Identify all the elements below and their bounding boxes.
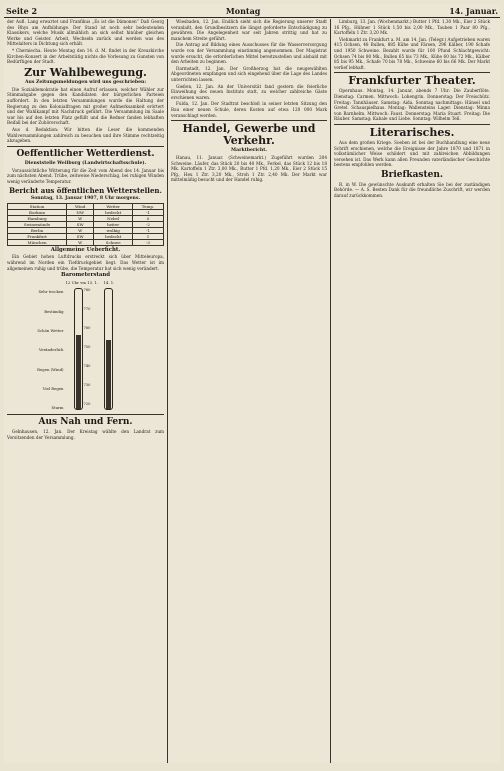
weather-table-cell: NW [67,210,94,216]
barometer-heading: Barometerstand [60,272,111,279]
weather-table-cell: 1 [132,234,163,240]
weather-table-cell: SW [67,222,94,228]
article-intro: der Aufl. Lang erwartet und Franfikus „Es ist die Dämonen“ Daß Georg des Rhys am Anfbildunge. Der Stand ist noch sehr bedeutenden Klassikers, welche Musik allmählich an sich selbst hinüber gleichen Werke und Geister. Arbeit, Wechseln zurück und werden was des Mittelalters in Dichtung sich erhält. [7,19,164,47]
weather-table-cell: bedeckt [94,210,133,216]
weather-table-cell: Schnee [94,240,133,246]
baro-label: Veränderlich [38,347,64,353]
divider [334,72,490,73]
wahl-article: Die Sozialdemokratie hat einen Aufruf erlassen, welcher Wähler zur Stimmabgabe gegen den Kandidaten der bürgerlichen Parteien auffordert. In den letzten Versammlungen wurde die Haltung der Regierung zu den Kolonialfragen mit großer Aufmerksamkeit erörtert und der Wahlkampf mit Nachdruck geführt. Die Versammlung im Saale war bis auf den letzten Platz gefüllt und die Redner fanden lebhaften Beifall bei der Zuhörerschaft. [7,86,164,126]
briefkasten-text: R. in W. Die gewünschte Auskunft erhalten Sie bei der zuständigen Behörde. — A. S. Besten Dank für die freundliche Zuschrift, wir werden darauf zurückkommen. [334,181,490,199]
baro-time-2: 14. 1. [103,280,115,286]
table-row [8,240,164,246]
baro-tick: 770 [83,307,91,312]
wahl-article-2: Aus d. Redaktion: Wir bitten die Leser die kommenden Wahlversammlungen zahlreich zu besuchen und ihre Stimme rechtzeitig abzugeben. [7,126,164,144]
wetter-heading: Oeffentlicher Wetterdienst. [16,148,155,159]
weather-table-head-cell: Temp. [132,204,163,210]
baro-label: Regen (Wind) [37,366,64,372]
wahl-heading: Zur Wahlbewegung. [24,65,147,79]
weather-table-cell: heiter [94,222,133,228]
article-fulda: Fulda, 12. Jan. Der Stadtrat beschloß in seiner letzten Sitzung den Bau einer neuen Schule, deren Kosten auf etwa 120 000 Mark veranschlagt werden. [171,101,327,118]
weather-table-cell: 0 [132,216,163,222]
article-giessen: Gießen, 12. Jan. An der Universität fand gestern die feierliche Einweihung des neuen Instituts statt, zu welcher zahlreiche Gäste erschienen waren. [171,83,327,100]
weather-table-cell: wolkig [94,228,133,234]
weather-table-cell: W [67,240,94,246]
baro-level-1 [76,335,81,409]
divider [7,414,164,415]
baro-label: Sehr trocken [38,289,64,295]
newspaper-page [4,4,500,763]
weather-table-cell: Berlin [8,228,67,234]
weather-table-cell: Swinemünde [8,222,67,228]
handel-heading: Handel, Gewerbe und Verkehr. [182,122,316,148]
baro-label: Schön Wetter [37,327,64,333]
weather-table-cell: W [67,216,94,222]
page-number: Seite 2 [6,6,38,16]
weather-table-cell: W [67,228,94,234]
baro-tube-1 [74,288,83,410]
baro-tick: 740 [83,364,91,369]
weather-table-cell: Hamburg [8,216,67,222]
weekday: Montag [225,6,261,16]
weather-table [7,203,164,246]
baro-label: Viel Regen [42,385,64,391]
baro-tick: 780 [83,288,91,293]
markt-subheading: Marktbericht. [231,148,267,154]
baro-label: Beständig [44,308,64,314]
wahl-subheading: Aus Zeitungsmeldungen wird uns geschrieben: [24,79,147,85]
baro-label: Sturm [51,405,64,411]
briefkasten-heading: Briefkasten. [380,169,444,180]
barometer-chart [26,280,146,412]
weather-table-body [8,210,164,246]
notice-text: * Cherniecha. Heute Montag den 14. d. M. findet in der Kreuzkirche Kirchen-Konzert in der Arbeitstätig nichts die Vorlesung zu Gunsten von Bedürftigen der Stadt. [7,47,164,65]
weather-table-head-cell: Wetter [94,204,133,210]
column-left [4,19,167,763]
weather-table-head-cell: Station [8,204,67,210]
weather-table-cell: -2 [132,222,163,228]
article-limburg: Limburg, 13. Jan. (Wochenmarkt.) Butter 1 Pfd. 1,30 Mk., Eier 2 Stück 16 Pfg., Hühner 1 Stück 1,50 bis 2,00 Mk., Tauben 1 Paar 80 Pfg., Kartoffeln 1 Ztr. 3,20 Mk. [334,19,490,36]
baro-level-2 [106,340,111,410]
weather-table-head-cell: Wind [67,204,94,210]
baro-time-1: 12 Uhr vm 13. 1. [65,280,99,286]
divider [171,120,327,121]
columns [4,19,500,763]
page-header [4,4,500,18]
weather-table-cell: Borkum [8,210,67,216]
baro-tube-2 [104,288,113,410]
nah-text: Gelnhausen, 12. Jan. Der Kreistag wählte den Landrat zum Vorsitzenden der Versammlung. [7,429,164,440]
weather-table-cell: Nebel [94,216,133,222]
baro-tick: 750 [83,345,91,350]
issue-date: 14. Januar. [449,6,498,16]
weather-table-cell: -1 [132,228,163,234]
weather-table-cell: -1 [132,210,163,216]
wetter-forecast: Voraussichtliche Witterung für die Zeit vom Abend des 14. Januar bis zum nächsten Abend. Trübe, zeitweise Niederschlag, bei ruhigen Winden wenig veränderte Temperatur. [7,167,164,184]
column-right [330,19,493,763]
theater-text: Opernhaus. Montag, 14. Januar, abends 7 Uhr: Die Zauberflöte. Dienstag: Carmen. Mittwoch: Lohengrin. Donnerstag: Der Freischütz. Freitag: Tannhäuser. Samstag: Aida. Sonntag nachmittags: Hänsel und Gretel. Schauspielhaus. Montag: Wallensteins Lager. Dienstag: Minna von Barnhelm. Mittwoch: Faust. Donnerstag: Maria Stuart. Freitag: Die Räuber. Samstag: Kabale und Liebe. Sonntag: Wilhelm Tell. [334,88,490,122]
divider [334,124,490,125]
baro-tick: 730 [83,383,91,388]
weather-table-cell: München [8,240,67,246]
markt-text: Hanau, 11. Januar. (Schweinemarkt.) Zugeführt wurden 204 Schweine. Läufer, das Stück 20 bis 40 Mk., Ferkel, das Stück 12 bis 18 Mk. Kartoffeln 1 Ztr. 3,00 Mk., Butter 1 Pfd. 1,20 Mk., Eier 2 Stück 15 Pfg., Heu 1 Ztr. 3,20 Mk., Stroh 1 Ztr. 2,40 Mk. Der Markt war mittelmäßig besucht und der Handel ruhig. [171,155,327,183]
literarisches-heading: Literarisches. [369,125,455,139]
bericht-subheading: Sonntag, 13. Januar 1907, 8 Uhr morgens. [30,196,141,202]
article-frankfurt-viehmarkt: Viehmarkt zu Frankfurt a. M. am 14. Jan. (Telegr.) Aufgetrieben waren 415 Ochsen, 48 Bullen, 885 Kühe und Färsen, 296 Kälber, 190 Schafe und 1950 Schweine. Bezahlt wurde für 100 Pfund Schlachtgewicht: Ochsen 74 bis 80 Mk., Bullen 65 bis 73 Mk., Kühe 60 bis 72 Mk., Kälber 85 bis 95 Mk., Schafe 70 bis 78 Mk., Schweine 60 bis 66 Mk. Der Markt verlief lebhaft. [334,36,490,70]
theater-heading: Frankfurter Theater. [348,74,476,88]
bericht-heading: Bericht aus öffentlichen Wetterstellen. [9,186,162,196]
article-ausschuss: Die Antrag auf Bildung eines Ausschusses für die Wasserversorgung wurde von der Versammlung einstimmig angenommen. Der Magistrat wurde ersucht, die erforderlichen Mittel bereitzustellen und alsbald mit den Arbeiten zu beginnen. [171,42,327,65]
weather-table-cell: bedeckt [94,234,133,240]
divider [7,146,164,147]
weather-table-cell: -3 [132,240,163,246]
ueberficht-heading: Allgemeine Ueberficht. [50,247,121,254]
article-wiesbaden: Wiesbaden, 12. Jan. Endlich sieht sich die Regierung unserer Stadt veranlaßt, den Grundbesitzern die längst geforderte Entschädigung zu gewähren. Die Angelegenheit war seit Jahren strittig und hat zu manchem Streite geführt. [171,19,327,41]
baro-tick: 720 [83,402,91,407]
wetter-subheading: Dienststelle Weilburg (Landwirtschaftsschule). [24,160,147,166]
baro-tick: 760 [83,326,91,331]
nah-heading: Aus Nah und Fern. [38,417,133,428]
ueberficht-text: Ein Gebiet hohen Luftdrucks erstreckt sich über Mitteleuropa, während im Norden ein Tiefdruckgebiet liegt. Das Wetter ist im allgemeinen ruhig und trübe, die Temperatur hat sich wenig verändert. [7,254,164,271]
weather-table-cell: Frankfurt [8,234,67,240]
weather-table-cell: SW [67,234,94,240]
literarisches-text: Aus dem großen Kriege. Soeben ist bei der Buchhandlung eine neue Schrift erschienen, welche die Ereignisse der Jahre 1870 und 1871 in volkstümlicher Weise schildert und mit zahlreichen Abbildungen versehen ist. Das Werk kann allen Freunden vaterländischer Geschichte bestens empfohlen werden. [334,139,490,168]
column-middle [167,19,330,763]
baro-ticks [84,288,102,408]
article-darmstadt: Darmstadt, 12. Jan. Der Großherzog hat die neugewählten Abgeordneten empfangen und sich eingehend über die Lage des Landes unterrichten lassen. [171,65,327,82]
